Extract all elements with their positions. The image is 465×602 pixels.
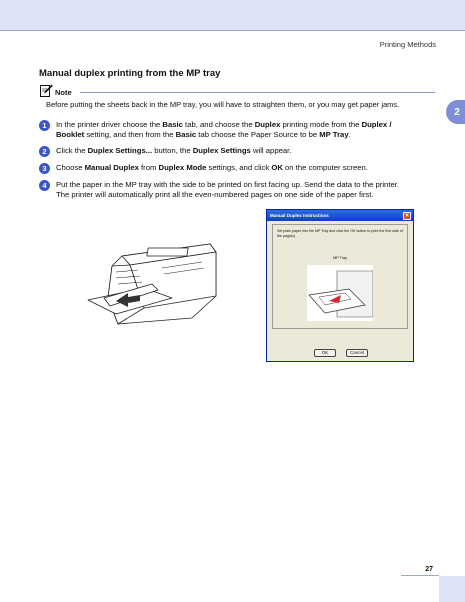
dialog-message: Set plain paper into the MP Tray and click the OK button to print the first side of the page(s). — [277, 229, 403, 238]
printer-illustration — [82, 238, 222, 333]
cancel-button[interactable]: Cancel — [346, 349, 368, 357]
step-4 — [39, 180, 434, 200]
note-rule — [80, 92, 435, 93]
ok-button[interactable]: OK — [314, 349, 336, 357]
dialog-content — [272, 224, 408, 329]
note-label: Note — [55, 88, 72, 97]
step-3 — [39, 163, 434, 173]
step-number: 1 — [39, 120, 50, 131]
top-band — [0, 0, 465, 30]
mp-tray-illustration — [307, 265, 373, 321]
dialog-title-bar — [267, 210, 413, 221]
step-number: 4 — [39, 180, 50, 191]
step-text: Put the paper in the MP tray with the side to be printed on first facing up. Send the data to the printer. The printer will automatically print all the even-numbered pages on one side of the paper first. — [56, 180, 400, 199]
close-icon[interactable]: × — [403, 212, 411, 220]
step-text: Choose Manual Duplex from Duplex Mode settings, and click OK on the computer screen. — [56, 163, 368, 172]
step-text: Click the Duplex Settings... button, the Duplex Settings will appear. — [56, 146, 292, 155]
dialog-title: Manual Duplex Instructions — [270, 213, 329, 218]
section-title: Manual duplex printing from the MP tray — [39, 68, 221, 79]
page-number: 27 — [425, 566, 433, 573]
step-text: In the printer driver choose the Basic tab, and choose the Duplex printing mode from the Duplex / Booklet setting, and then from the Basic tab choose the Paper Source to be MP Tray. — [56, 120, 392, 139]
step-2 — [39, 146, 434, 156]
pencil-note-icon — [40, 84, 53, 97]
running-header: Printing Methods — [379, 40, 436, 49]
manual-duplex-dialog — [266, 209, 414, 362]
step-1 — [39, 120, 434, 140]
chapter-tab: 2 — [446, 100, 465, 124]
dialog-caption: MP Tray — [332, 256, 348, 260]
note-text: Before putting the sheets back in the MP tray, you will have to straighten them, or you may get paper jams. — [46, 100, 400, 109]
top-rule — [0, 30, 465, 31]
step-number: 2 — [39, 146, 50, 157]
bottom-band — [439, 576, 465, 602]
step-number: 3 — [39, 163, 50, 174]
bottom-rule — [401, 575, 439, 576]
